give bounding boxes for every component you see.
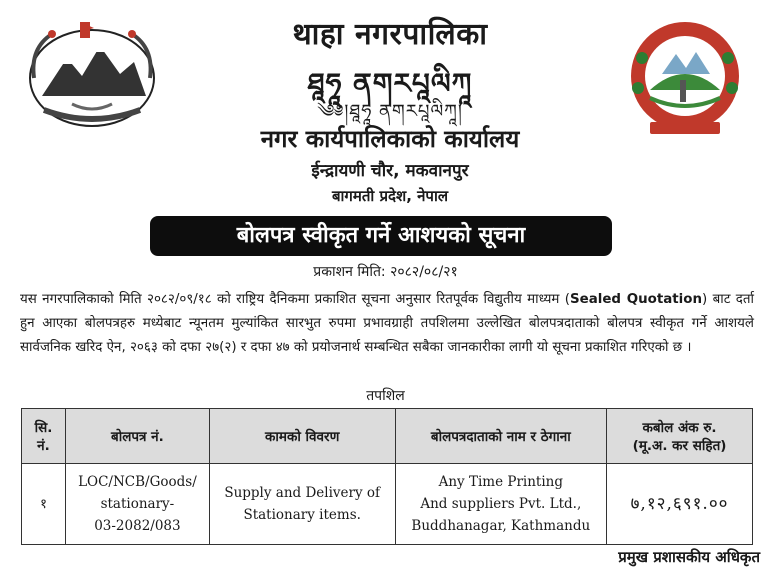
- bid-no-line1: LOC/NCB/Goods/: [78, 474, 197, 490]
- nepal-emblem-icon: [22, 18, 162, 130]
- cell-amount: ७,१२,६९१.००: [607, 464, 753, 545]
- header-work-desc: कामको विवरण: [209, 409, 395, 464]
- desc-line2: Stationary items.: [243, 507, 361, 523]
- header-sn-line2: नं.: [37, 438, 50, 454]
- details-table: [21, 408, 753, 545]
- bidder-line1: Any Time Printing: [438, 474, 563, 490]
- bidder-line2: And suppliers Pvt. Ltd.,: [420, 496, 582, 512]
- header-bid-no: बोलपत्र नं.: [65, 409, 209, 464]
- notice-body: [20, 288, 754, 360]
- municipality-name-script2: ཐཱཧཱ ནགརཔཱལིཀཱ: [307, 67, 473, 100]
- cell-bid-no: [65, 464, 209, 545]
- desc-line1: Supply and Delivery of: [224, 485, 381, 501]
- header-sn: [22, 409, 66, 464]
- cell-sn: १: [22, 464, 66, 545]
- table-header-row: [22, 409, 753, 464]
- table-row: [22, 464, 753, 545]
- cell-work-desc: [209, 464, 395, 545]
- details-label: तपशिल: [366, 388, 405, 404]
- municipality-name-script3: ༄༅།ཐཱཧཱ ནགརཔཱལིཀཱ།: [317, 101, 463, 122]
- published-date: प्रकाशन मिति: २०८२/०८/२१: [313, 264, 458, 280]
- notice-body-bold: Sealed Quotation: [569, 292, 703, 307]
- header-sn-line1: सि.: [34, 420, 53, 436]
- header-amount-line2: (मू.अ. कर सहित): [632, 438, 727, 454]
- signatory: प्रमुख प्रशासकीय अधिकृत: [618, 548, 760, 566]
- notice-title-banner: बोलपत्र स्वीकृत गर्ने आशयको सूचना: [150, 216, 612, 256]
- office-title: नगर कार्यपालिकाको कार्यालय: [260, 125, 520, 153]
- municipality-logo-icon: [620, 18, 750, 138]
- municipality-name: थाहा नगरपालिका: [292, 17, 488, 52]
- notice-body-part1: यस नगरपालिकाको मिति २०८२/०९/१८ को राष्ट्रिय दैनिकमा प्रकाशित सूचना अनुसार रितपूर्वक विद्युतीय माध्यम (: [20, 292, 570, 307]
- notice-body-part2: ) बाट दर्ता हुन आएका बोलपत्रहरु मध्येबाट न्यूनतम मुल्यांकित सारभुत रुपमा प्रभावग्राही तपशिलमा उल्लेखित बोलपत्रदाताको बोलपत्र स्वीकृत गर्ने आशयले सार्वजनिक खरिद ऐन, २०६३ को दफा २७(२) र दफा ४७ को प्रयोजनार्थ सम्बन्धित सबैका जानकारीका लागी यो सूचना प्रकाशित गरिएको छ ।: [20, 292, 754, 355]
- address-line1: ईन्द्रायणी चौर, मकवानपुर: [311, 161, 469, 181]
- bidder-line3: Buddhanagar, Kathmandu: [411, 518, 591, 534]
- bid-no-line2: stationary-: [100, 496, 175, 512]
- bid-no-line3: 03-2082/083: [94, 518, 181, 534]
- header-amount: [607, 409, 753, 464]
- header-amount-line1: कबोल अंक रु.: [642, 420, 717, 436]
- cell-bidder: [395, 464, 607, 545]
- address-line2: बागमती प्रदेश, नेपाल: [331, 187, 449, 205]
- header-bidder: बोलपत्रदाताको नाम र ठेगाना: [395, 409, 607, 464]
